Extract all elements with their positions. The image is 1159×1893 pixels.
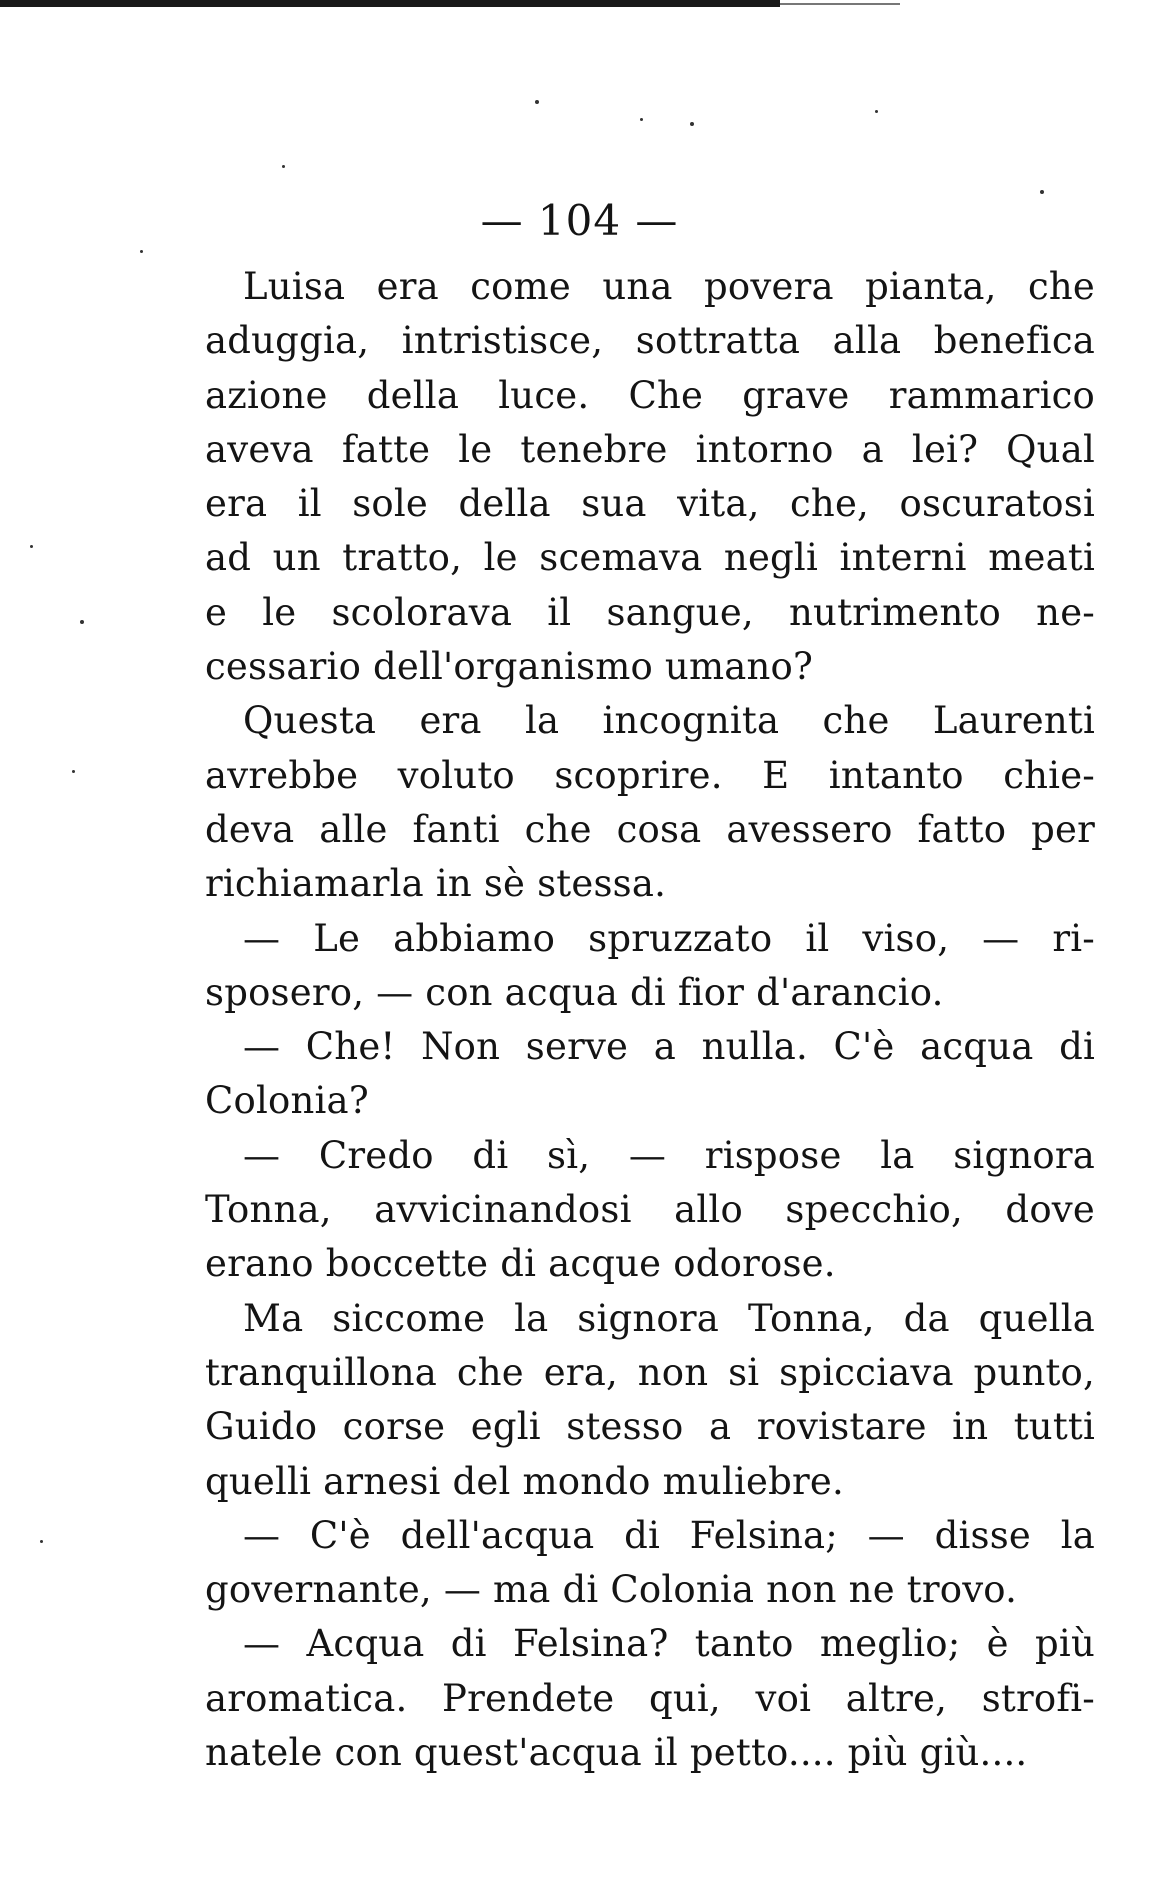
text-line: tranquillona che era, non si spicciava punto, (205, 1350, 1095, 1394)
text-line: — Acqua di Felsina? tanto meglio; è più (243, 1622, 1095, 1666)
text-line: ad un tratto, le scemava negli interni meati (205, 536, 1095, 580)
text-line: Questa era la incognita che Laurenti (243, 699, 1095, 743)
text-line: — Che! Non serve a nulla. C'è acqua di (243, 1025, 1095, 1069)
text-line: avrebbe voluto scoprire. E intanto chie- (205, 753, 1095, 797)
text-line: sposero, — con acqua di fior d'arancio. (205, 970, 944, 1014)
text-line: — Le abbiamo spruzzato il viso, — ri- (243, 916, 1095, 960)
text-line: aduggia, intristisce, sottratta alla benefica (205, 319, 1095, 363)
scan-speck (1040, 190, 1044, 194)
text-line: erano boccette di acque odorose. (205, 1242, 836, 1286)
body-text (205, 260, 1095, 1780)
text-line: Tonna, avvicinandosi allo specchio, dove (205, 1188, 1095, 1232)
text-line: Guido corse egli stesso a rovistare in tutti (205, 1405, 1095, 1449)
scan-speck (72, 770, 75, 773)
scan-speck (140, 250, 143, 253)
top-border-rule (0, 0, 780, 7)
text-line: deva alle fanti che cosa avessero fatto per (205, 807, 1095, 851)
text-line: richiamarla in sè stessa. (205, 862, 667, 906)
text-line: Ma siccome la signora Tonna, da quella (243, 1296, 1095, 1340)
text-line: era il sole della sua vita, che, oscuratosi (205, 482, 1095, 526)
scan-speck (30, 545, 33, 548)
text-line: governante, — ma di Colonia non ne trovo. (205, 1568, 1018, 1612)
text-line: aveva fatte le tenebre intorno a lei? Qual (205, 427, 1095, 471)
scan-speck (875, 110, 878, 113)
text-line: quelli arnesi del mondo muliebre. (205, 1459, 844, 1503)
text-line: — Credo di sì, — rispose la signora (243, 1133, 1095, 1177)
text-line: Luisa era come una povera pianta, che (243, 265, 1095, 308)
text-line: Colonia? (205, 1079, 369, 1123)
scan-speck (40, 1540, 43, 1543)
scan-speck (690, 122, 694, 126)
scan-speck (282, 165, 285, 168)
text-line: e le scolorava il sangue, nutrimento ne- (205, 590, 1095, 634)
scan-speck (640, 118, 643, 121)
scan-speck (80, 620, 84, 624)
scan-speck (535, 100, 539, 104)
text-line: — C'è dell'acqua di Felsina; — disse la (243, 1513, 1095, 1557)
text-line: aromatica. Prendete qui, voi altre, strofi- (205, 1676, 1095, 1720)
page-number: — 104 — (480, 196, 679, 245)
text-line: natele con quest'acqua il petto.... più giù.... (205, 1731, 1028, 1775)
top-border-rule-faint (780, 3, 900, 5)
text-line: azione della luce. Che grave rammarico (205, 373, 1095, 417)
text-line: cessario dell'organismo umano? (205, 645, 814, 689)
